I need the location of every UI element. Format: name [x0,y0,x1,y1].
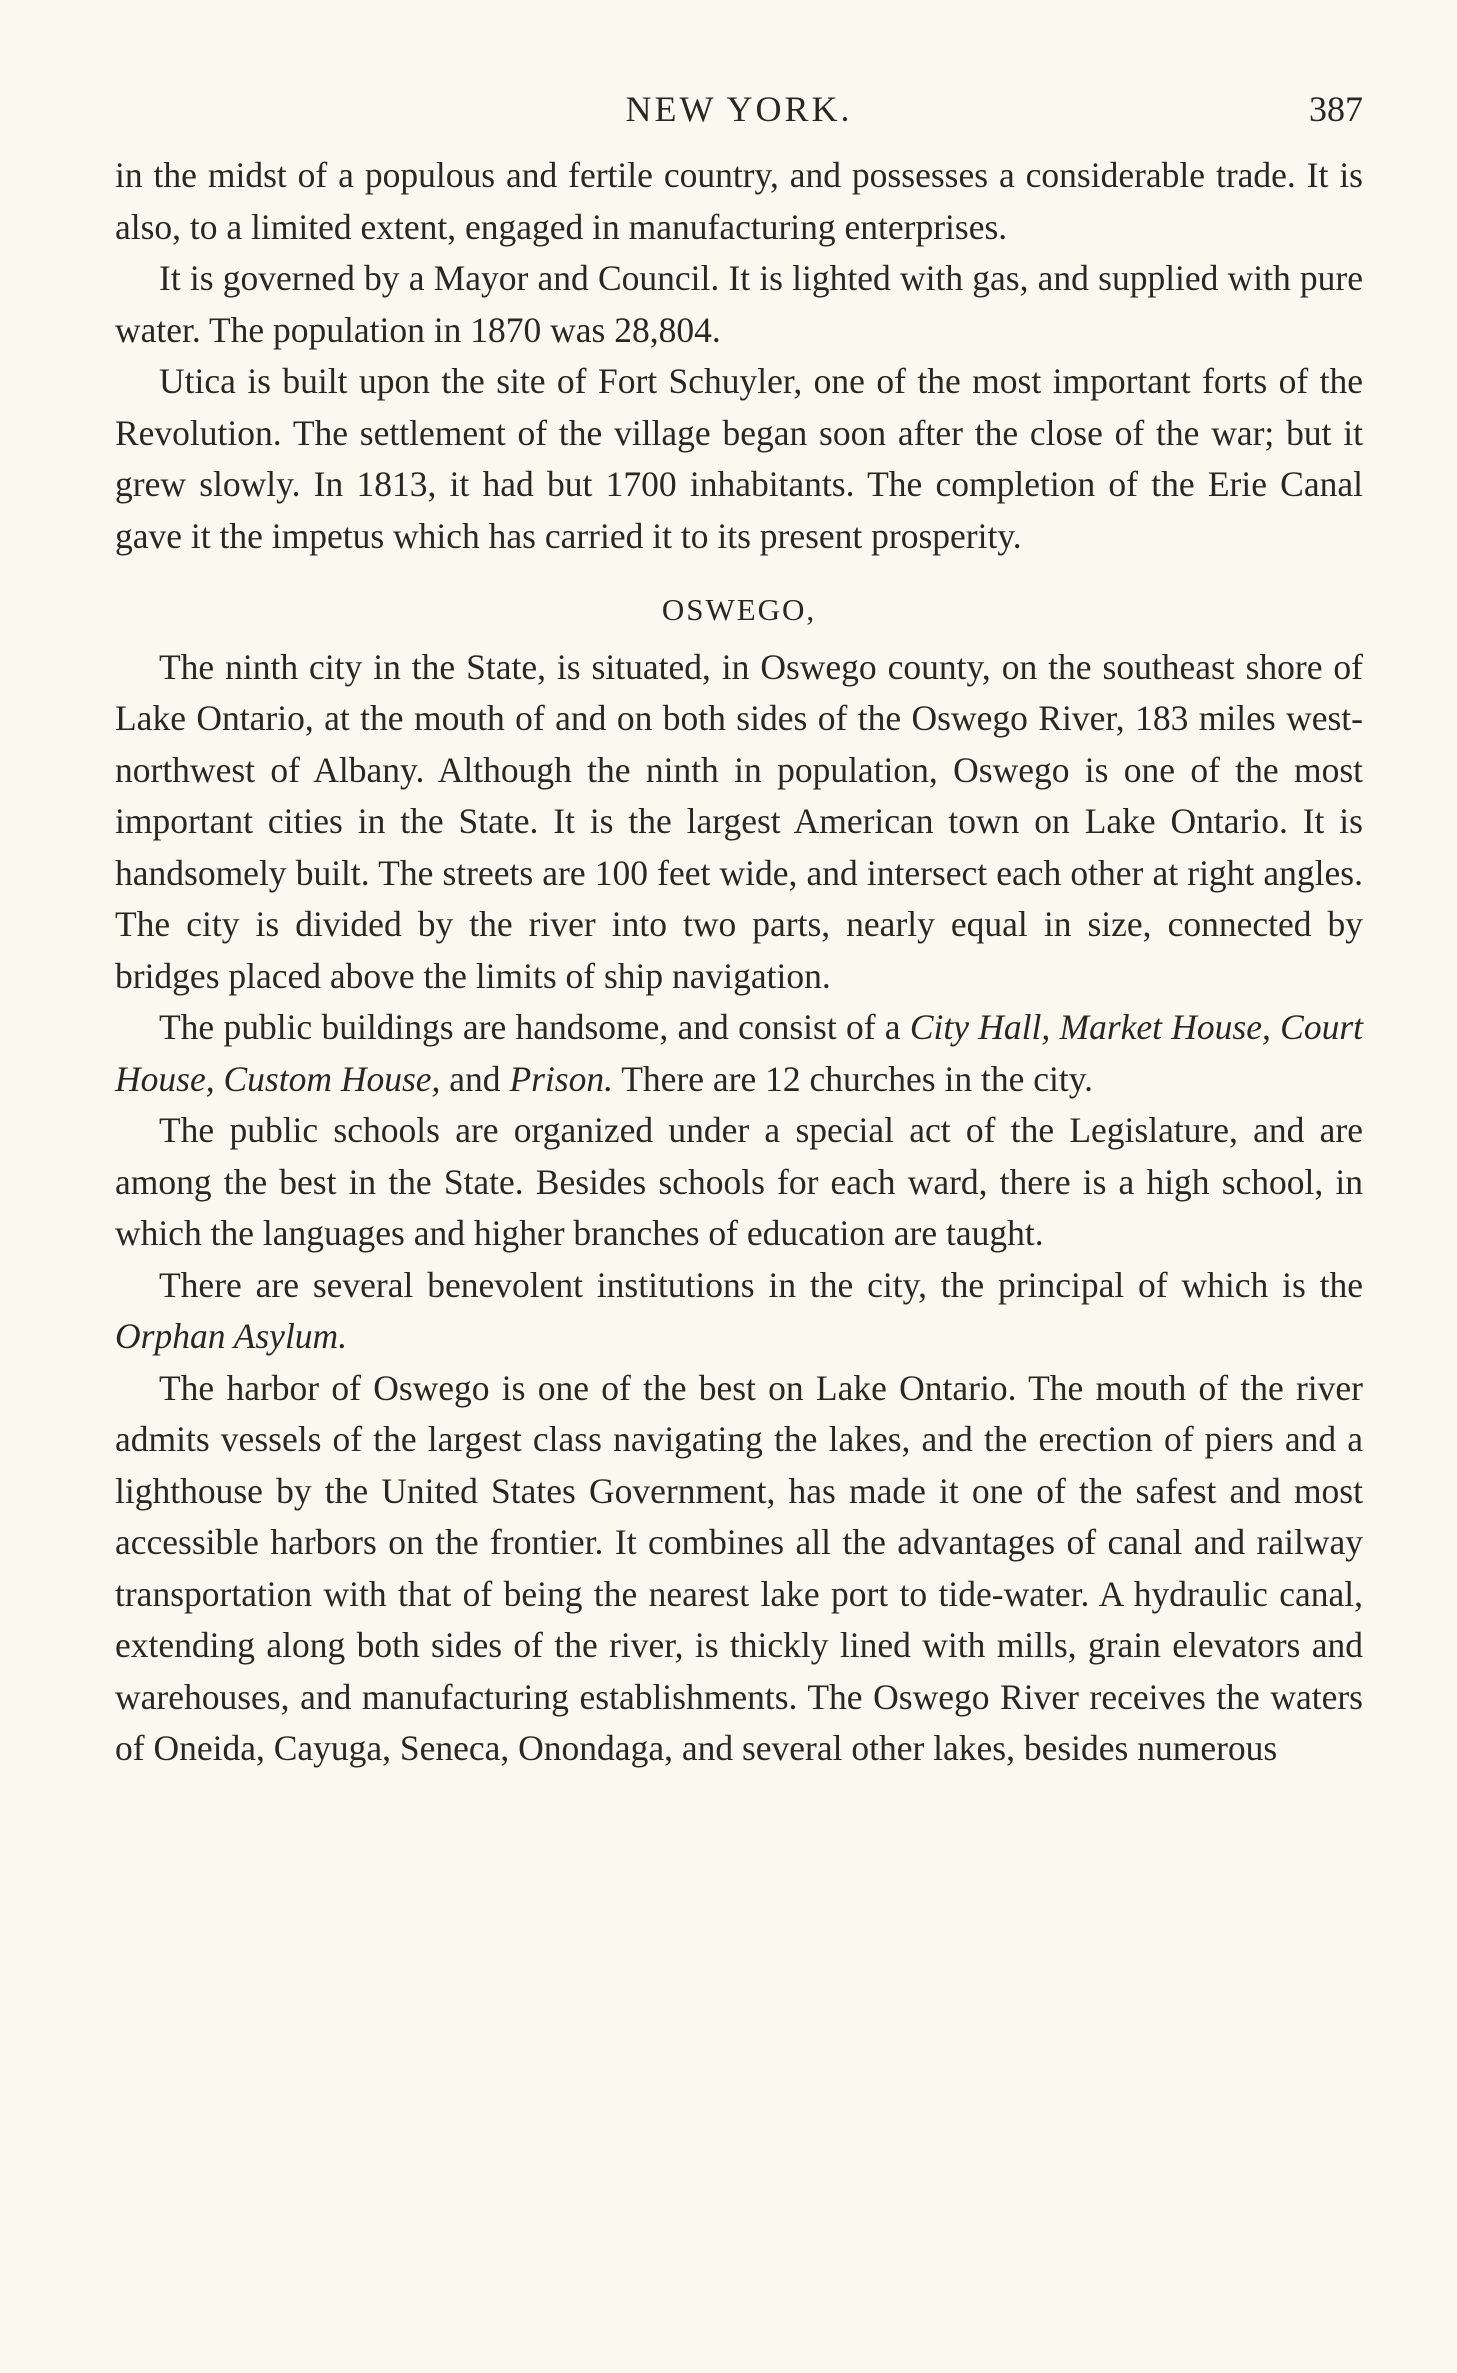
conjunction-and: and [440,1058,510,1099]
utica-paragraph-2: It is governed by a Mayor and Council. It is lighted with gas, and supplied with pure water. The population in 1870 was 28,804. [115,258,1363,350]
custom-house-italic: Custom House, [223,1058,441,1099]
oswego-paragraph-4 [115,1260,1363,1363]
orphan-asylum-italic: Orphan Asylum. [115,1316,348,1356]
separator [1271,1007,1280,1047]
running-title: NEW YORK. [625,89,853,129]
section-heading-oswego: OSWEGO, [661,592,817,627]
prison-italic: Prison. [509,1058,613,1099]
oswego-p4-text-a: There are several benevolent institutions in the city, the principal of which is the [159,1264,1363,1305]
utica-paragraph-1: in the midst of a populous and fertile country, and possesses a considerable trade. It is also, to a limited extent, engaged in manufacturing enterprises. [115,155,1363,247]
book-page [115,88,1363,1775]
page-number: 387 [1309,89,1363,129]
oswego-p2-text-b: There are 12 churches in the city. [613,1058,1094,1099]
oswego-paragraph-3: The public schools are organized under a special act of the Legislature, and are among the best in the State. Besides schools for each ward, there is a high school, in which the languages and higher branches of education are taught. [115,1110,1363,1253]
court-house-italic: Court House, [115,1007,1363,1099]
oswego-paragraph-5: The harbor of Oswego is one of the best on Lake Ontario. The mouth of the river admits vessels of the largest class navigating the lakes, and the erection of piers and a lighthouse by the United States Government, has made it one of the safest and most accessible harbors on the frontier. It combines all the advantages of canal and railway transportation with that of being the nearest lake port to tide-water. A hydraulic canal, extending along both sides of the river, is thickly lined with mills, grain elevators and warehouses, and manufacturing establishments. The Oswego River receives the waters of Oneida, Cayuga, Seneca, Onondaga, and several other lakes, besides numerous [115,1367,1363,1768]
utica-paragraph-3: Utica is built upon the site of Fort Schuyler, one of the most important forts of the Revolution. The settlement of the village began soon after the close of the war; but it grew slowly. In 1813, it had but 1700 inhabitants. The completion of the Erie Canal gave it the impetus which has carried it to its present prosperity. [115,361,1363,556]
running-head [115,88,1363,134]
city-hall-italic: City Hall, [909,1007,1051,1047]
oswego-paragraph-2 [115,1002,1363,1105]
oswego-paragraph-1: The ninth city in the State, is situated, in Oswego county, on the southeast shore of Lake Ontario, at the mouth of and on both sides of the Oswego River, 183 miles west-northwest of Albany. Although the ninth in population, Oswego is one of the most important cities in the State. It is the largest American town on Lake Ontario. It is handsomely built. The streets are 100 feet wide, and intersect each other at right angles. The city is divided by the river into two parts, nearly equal in size, connected by bridges placed above the limits of ship navigation. [115,646,1363,996]
oswego-p2-text-a: The public buildings are handsome, and consist of a [159,1007,910,1047]
market-house-italic: Market House, [1059,1007,1271,1047]
separator [1050,1007,1059,1047]
body-text [115,150,1363,1775]
